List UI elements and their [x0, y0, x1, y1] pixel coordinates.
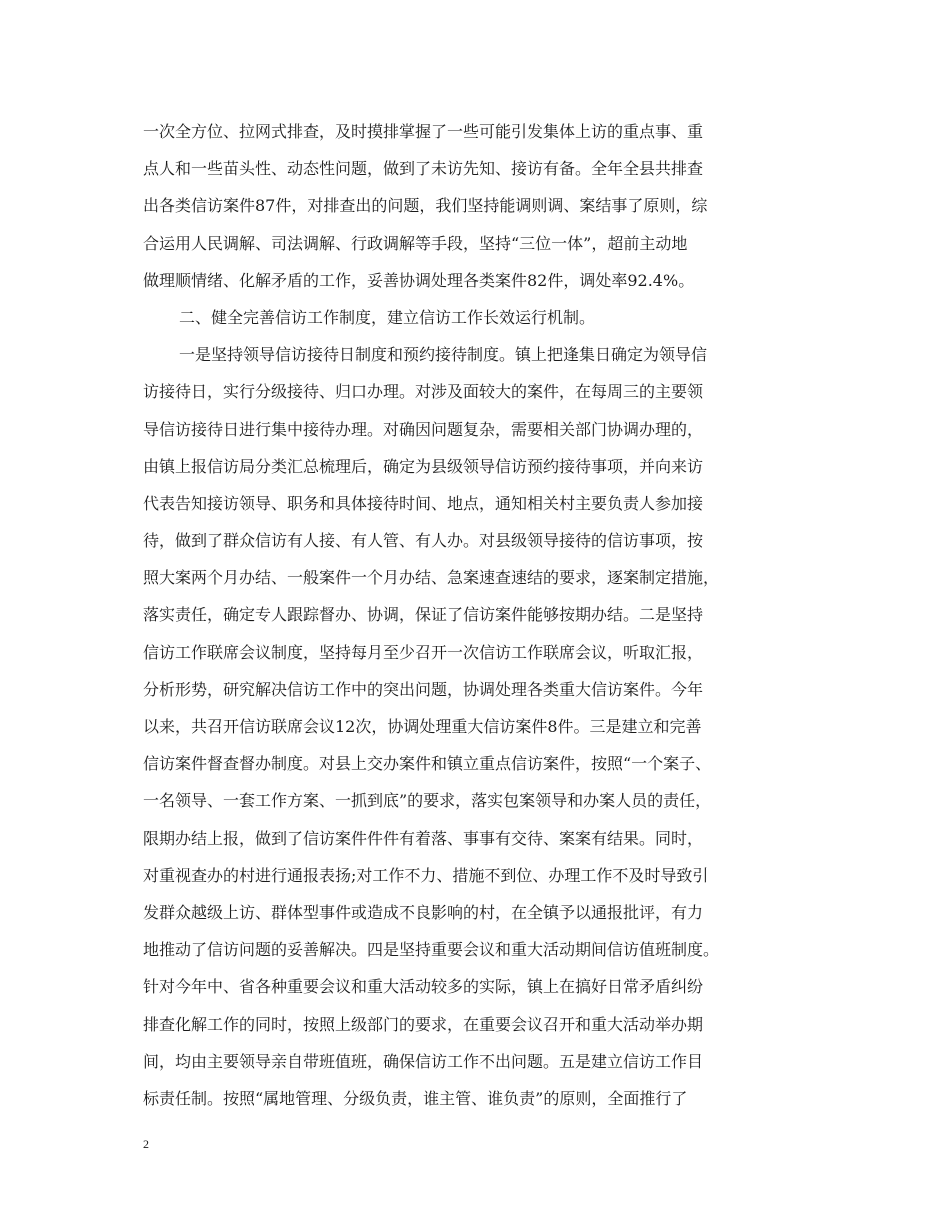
text-line: 待，做到了群众信访有人接、有人管、有人办。对县级领导接待的信访事项，按 [143, 531, 704, 551]
text-line: 以来，共召开信访联席会议12次，协调处理重大信访案件8件。三是建立和完善 [143, 717, 702, 736]
text-line: 一次全方位、拉网式排查，及时摸排掌握了一些可能引发集体上访的重点事、重 [143, 122, 704, 141]
page-number: 2 [143, 1137, 149, 1151]
text-line: 由镇上报信访局分类汇总梳理后，确定为县级领导信访预约接待事项，并向来访 [143, 456, 704, 476]
text-line: 排查化解工作的同时，按照上级部门的要求，在重要会议召开和重大活动举办期 [143, 1014, 704, 1034]
text-line: 做理顺情绪、化解矛盾的工作，妥善协调处理各类案件82件，调处率92.4%。 [143, 270, 695, 290]
document-body [143, 113, 808, 1117]
text-line: 发群众越级上访、群体型事件或造成不良影响的村，在全镇予以通报批评，有力 [143, 902, 704, 922]
text-line: 出各类信访案件87件，对排查出的问题，我们坚持能调则调、案结事了原则，综 [143, 196, 708, 216]
text-line: 代表告知接访领导、职务和具体接待时间、地点，通知相关村主要负责人参加接 [143, 493, 704, 513]
text-line: 针对今年中、省各种重要会议和重大活动较多的实际，镇上在搞好日常矛盾纠纷 [143, 977, 704, 997]
text-line: 一是坚持领导信访接待日制度和预约接待制度。镇上把逢集日确定为领导信 [179, 345, 708, 365]
text-line: 一名领导、一套工作方案、一抓到底”的要求，落实包案领导和办案人员的责任， [143, 791, 712, 811]
text-line: 信访案件督查督办制度。对县上交办案件和镇立重点信访案件，按照“一个案子、 [143, 754, 712, 774]
text-line: 地推动了信访问题的妥善解决。四是坚持重要会议和重大活动期间信访值班制度。 [143, 940, 720, 960]
text-line: 二、健全完善信访工作制度，建立信访工作长效运行机制。 [179, 307, 596, 327]
text-line: 间，均由主要领导亲自带班值班，确保信访工作不出问题。五是建立信访工作目 [143, 1051, 704, 1071]
text-line: 落实责任，确定专人跟踪督办、协调，保证了信访案件能够按期办结。二是坚持 [143, 605, 704, 625]
text-line: 限期办结上报，做到了信访案件件件有着落、事事有交待、案案有结果。同时， [143, 828, 704, 848]
text-line: 合运用人民调解、司法调解、行政调解等手段，坚持“三位一体”，超前主动地 [143, 233, 688, 253]
text-line: 访接待日，实行分级接待、归口办理。对涉及面较大的案件，在每周三的主要领 [143, 382, 704, 402]
text-line: 照大案两个月办结、一般案件一个月办结、急案速查速结的要求，逐案制定措施， [143, 568, 720, 588]
text-line: 点人和一些苗头性、动态性问题，做到了未访先知、接访有备。全年全县共排查 [143, 159, 704, 179]
text-line: 导信访接待日进行集中接待办理。对确因问题复杂，需要相关部门协调办理的， [143, 419, 704, 439]
text-line: 对重视查办的村进行通报表扬;对工作不力、措施不到位、办理工作不及时导致引 [143, 865, 709, 885]
text-line: 分析形势，研究解决信访工作中的突出问题，协调处理各类重大信访案件。今年 [143, 679, 704, 699]
text-line: 信访工作联席会议制度，坚持每月至少召开一次信访工作联席会议，听取汇报， [143, 642, 704, 662]
text-line: 标责任制。按照“属地管理、分级负责，谁主管、谁负责”的原则，全面推行了 [143, 1088, 688, 1108]
